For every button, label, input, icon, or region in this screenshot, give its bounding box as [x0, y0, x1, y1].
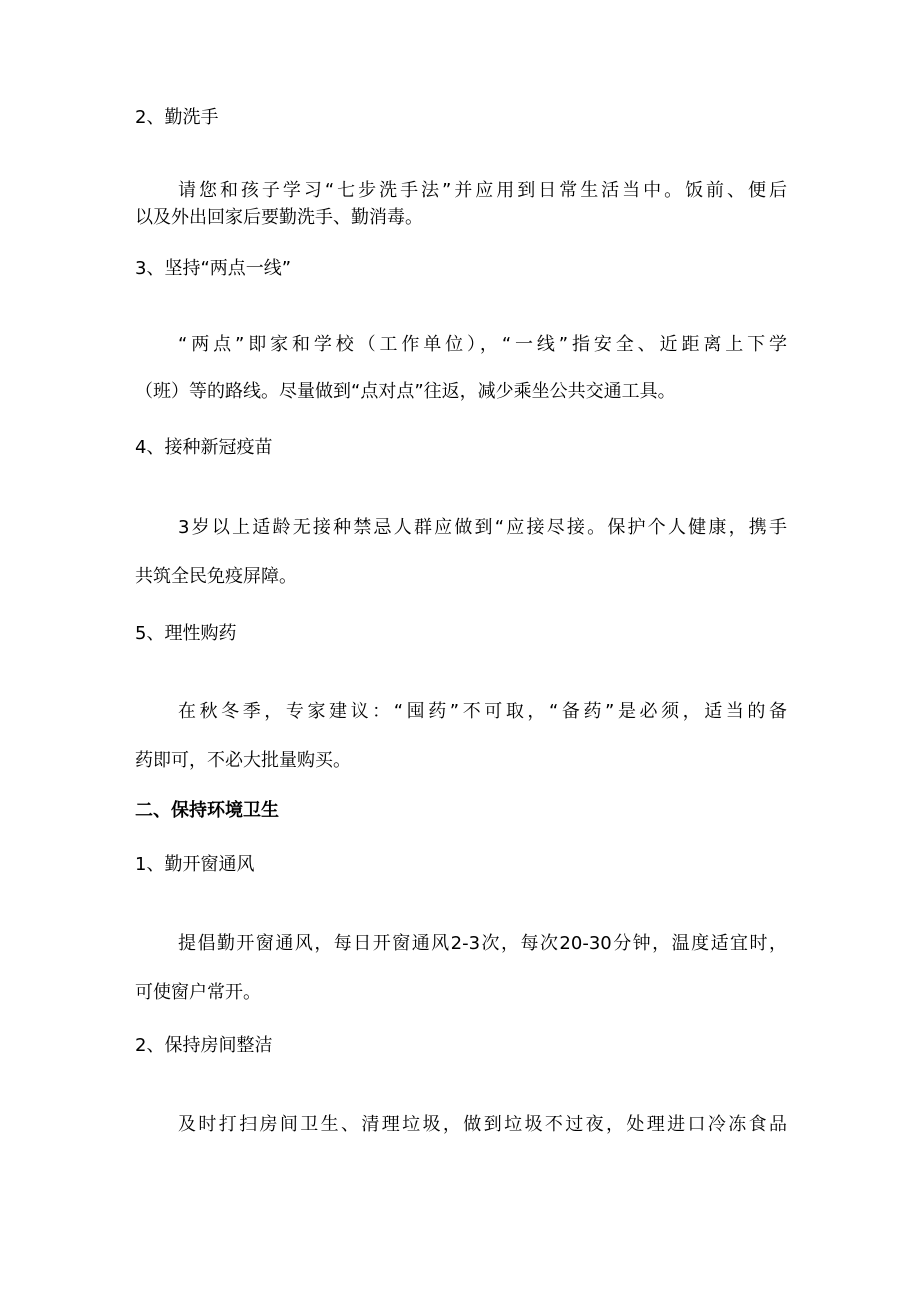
- sub-2-clean-heading: 2、保持房间整洁: [135, 1035, 273, 1056]
- item-3-route-body-line1: “两点”即家和学校（工作单位），“一线”指安全、近距离上下学: [178, 334, 787, 355]
- sub-1-ventilation-heading: 1、勤开窗通风: [135, 854, 255, 875]
- item-4-vaccine-body-line1: 3岁以上适龄无接种禁忌人群应做到“应接尽接。保护个人健康，携手: [178, 517, 787, 538]
- item-5-medicine-body-line2: 药即可，不必大批量购买。: [135, 750, 351, 771]
- item-2-hands-body-line2: 以及外出回家后要勤洗手、勤消毒。: [135, 207, 423, 228]
- section-2-heading: 二、保持环境卫生: [135, 800, 279, 821]
- item-4-vaccine-heading: 4、接种新冠疫苗: [135, 437, 273, 458]
- sub-2-clean-body-line1: 及时打扫房间卫生、清理垃圾，做到垃圾不过夜，处理进口冷冻食品: [178, 1114, 787, 1135]
- sub-1-ventilation-body-line2: 可使窗户常开。: [135, 982, 261, 1003]
- item-2-hands-body-line1: 请您和孩子学习“七步洗手法”并应用到日常生活当中。饭前、便后: [178, 180, 787, 201]
- sub-1-ventilation-body-line1: 提倡勤开窗通风，每日开窗通风2-3次，每次20-30分钟，温度适宜时，: [178, 933, 787, 954]
- item-2-hands-heading: 2、勤洗手: [135, 107, 219, 128]
- item-5-medicine-body-line1: 在秋冬季，专家建议：“囤药”不可取，“备药”是必须，适当的备: [178, 701, 787, 722]
- item-4-vaccine-body-line2: 共筑全民免疫屏障。: [135, 566, 297, 587]
- item-3-route-heading: 3、坚持“两点一线”: [135, 258, 292, 279]
- item-5-medicine-heading: 5、理性购药: [135, 623, 237, 644]
- item-3-route-body-line2: （班）等的路线。尽量做到“点对点”往返，减少乘坐公共交通工具。: [135, 381, 676, 402]
